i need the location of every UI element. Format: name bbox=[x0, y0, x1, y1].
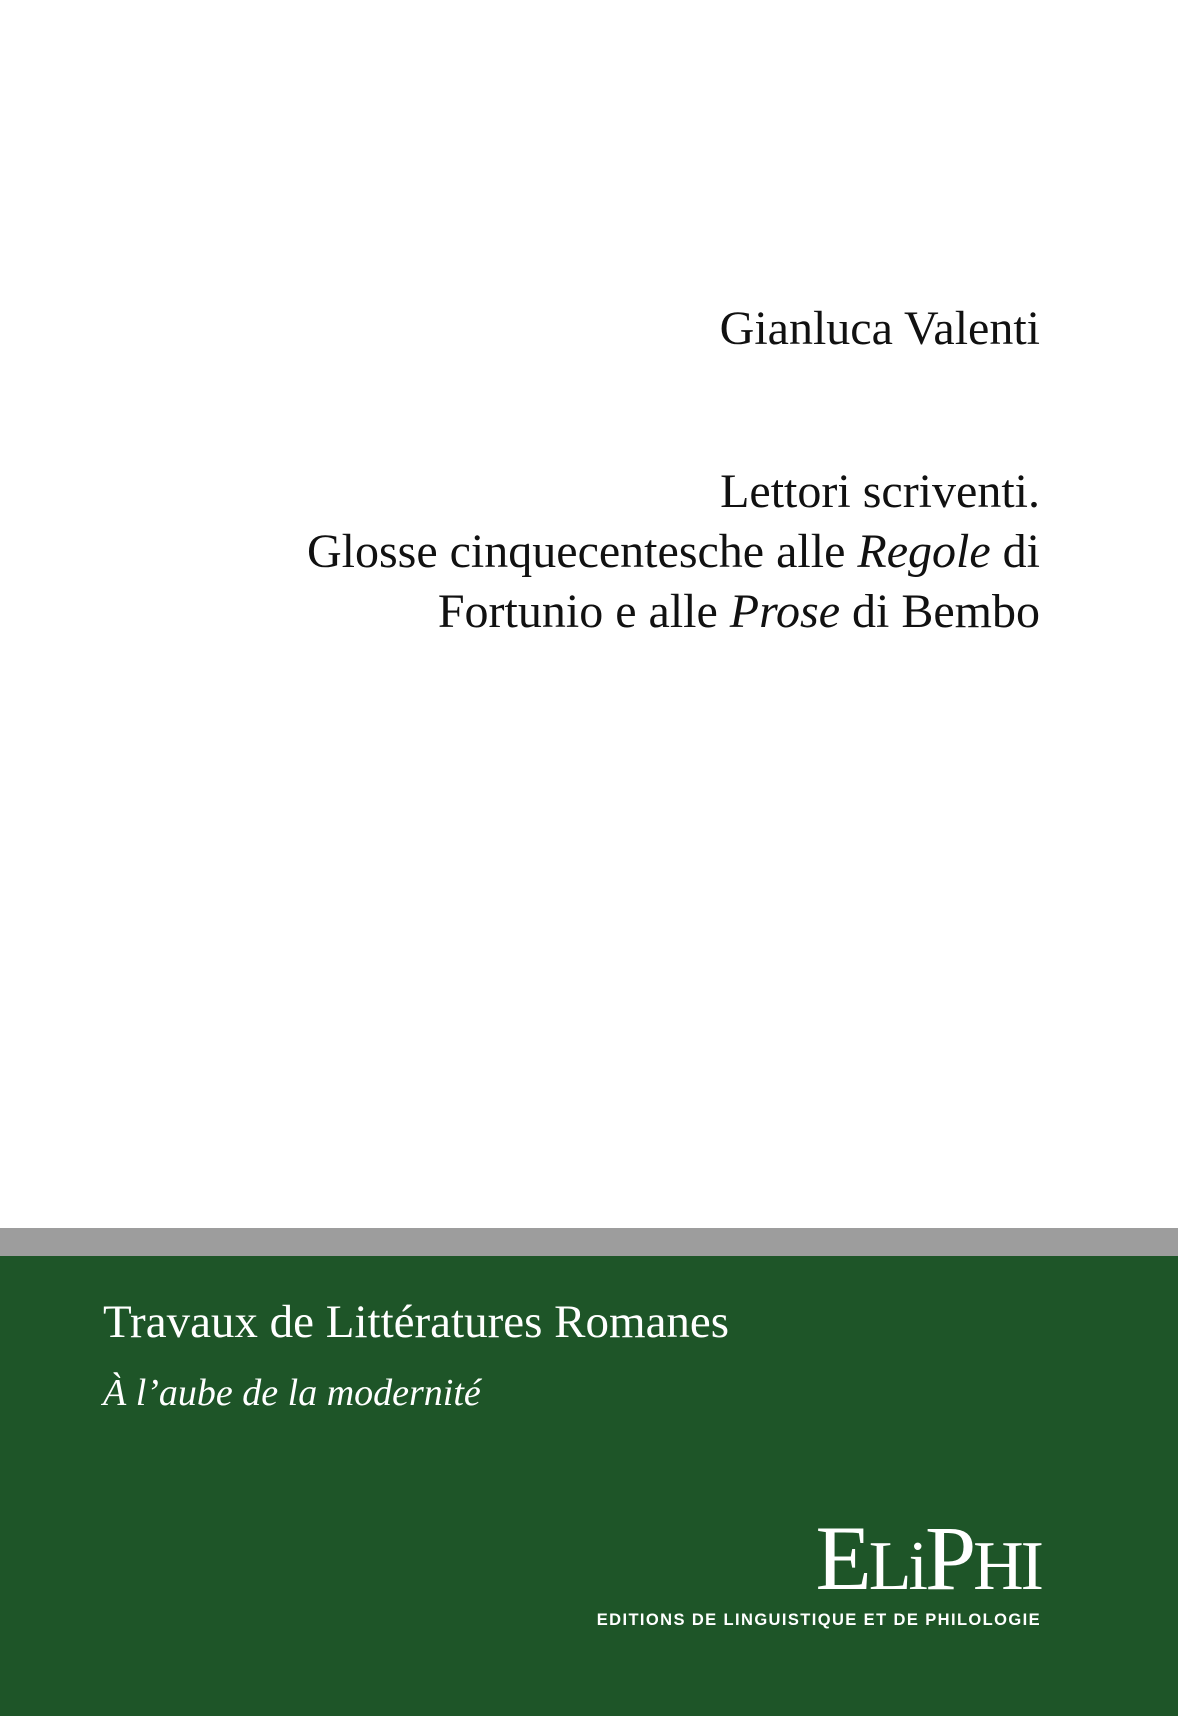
series-title: Travaux de Littératures Romanes bbox=[103, 1296, 730, 1348]
title-italic-regole: Regole bbox=[857, 525, 991, 578]
title-line-3-end: di Bembo bbox=[840, 585, 1040, 638]
title-line-1: Lettori scriventi. bbox=[720, 465, 1040, 518]
publisher-logo-mark: ELiPHI bbox=[815, 1507, 1041, 1609]
grey-divider-band bbox=[0, 1228, 1178, 1256]
publisher-tagline: EDITIONS DE LINGUISTIQUE ET DE PHILOLOGIE bbox=[596, 1611, 1041, 1629]
title-line-2 bbox=[140, 522, 1040, 582]
title-italic-prose: Prose bbox=[729, 585, 840, 638]
title-line-3-start: Fortunio e alle bbox=[437, 585, 730, 638]
title-line-2-end: di bbox=[990, 525, 1040, 578]
title-line-3 bbox=[140, 582, 1040, 642]
title-line-2-start: Glosse cinquecentesche alle bbox=[306, 525, 858, 578]
publisher-logo bbox=[596, 1507, 1041, 1630]
series-panel bbox=[0, 1256, 1178, 1716]
series-subtitle: À l’aube de la modernité bbox=[103, 1372, 481, 1414]
author-name: Gianluca Valenti bbox=[719, 302, 1040, 355]
book-title bbox=[140, 462, 1040, 642]
